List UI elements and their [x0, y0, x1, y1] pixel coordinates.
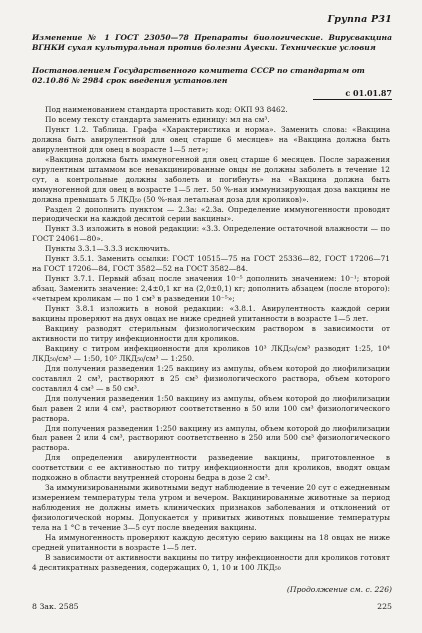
- paragraph: Пункты 3.3.1—3.3.3 исключить.: [45, 244, 171, 254]
- decree-text: Постановлением Государственного комитета СССР по стандартам от 02.10.86 № 2984 срок введения установлен: [32, 66, 365, 86]
- paragraph: Пункт 3.3 изложить в новой редакции: «3.3. Определение остаточной влажности — по ГОСТ 24061—80».: [32, 224, 390, 244]
- effective-date: с 01.01.87: [345, 88, 392, 98]
- paragraph: Пункт 3.7.1. Первый абзац после значения 10⁻⁵ дополнить значением: 10⁻¹; второй абзац. Заменить значение: 2,4±0,1 кг на (2,0±0,1) кг; дополнить абзацем (после второго): «четырем кроликам — по 1 см³ в разведении 10⁻⁵»;: [32, 274, 390, 304]
- paragraph: В зависимости от активности вакцины по титру инфекционности для кроликов готовят 4 десятикратных разведения, содержащих 0, 1, 10 и 100 ЛКД₅₀: [32, 552, 390, 572]
- paragraph: Пункт 3.8.1 изложить в новой редакции: «3.8.1. Авирулентность каждой серии вакцины проверяют на двух овцах не ниже средней упитанности в возрасте 1—5 лет.: [32, 304, 390, 324]
- paragraph: Для определения авирулентности разведение вакцины, приготовленное в соответствии с ее активностью по титру инфекционности для кроликов, вводят овцам подкожно в области внутренней стороны бедра в дозе 2 см³.: [32, 453, 390, 483]
- group-label: Группа Р31: [327, 14, 392, 25]
- document-body: [32, 105, 390, 573]
- paragraph: Для получения разведения 1:25 вакцину из ампулы, объем которой до лиофилизации составлял 2 см³, растворяют в 25 см³ физиологического раствора, объем которого составлял 4 см³ — в 50 см³.: [32, 363, 390, 393]
- paragraph: Для получения разведения 1:250 вакцину из ампулы, объем которой до лиофилизации был равен 2 или 4 см³, растворяют соответственно в 250 или 500 см³ физиологического раствора.: [32, 423, 390, 453]
- amendment-heading: Изменение № 1 ГОСТ 23050—78 Препараты биологические. Вирусвакцина ВГНКИ сухая культуральная против болезни Ауески. Технические условия: [32, 33, 392, 53]
- paragraph: Вакцину разводят стерильным физиологическим раствором в зависимости от активности по титру инфекционности для кроликов.: [32, 323, 390, 343]
- paragraph: Пункт 1.2. Таблица. Графа «Характеристика и норма». Заменить слова: «Вакцина должна быть авирулентной для овец старше 6 месяцев» на «Вакцина должна быть авирулентной для овец в возрасте 1—5 лет»;: [32, 124, 390, 154]
- page-number: 225: [377, 602, 392, 611]
- paragraph: По всему тексту стандарта заменить единицу: мл на см³.: [45, 114, 270, 124]
- paragraph: Под наименованием стандарта проставить код: ОКП 93 8462.: [45, 105, 288, 114]
- paragraph: Раздел 2 дополнить пунктом — 2.3а: «2.3а. Определение иммуногенности проводят периодически на каждой десятой серии вакцины».: [32, 204, 390, 224]
- continuation-note: (Продолжение см. с. 226): [286, 585, 392, 594]
- order-number: 8 Зак. 2585: [32, 602, 79, 611]
- paragraph: Вакцину с титром инфекционности для кроликов 10³ ЛКД₅₀/см³ разводят 1:25, 10⁴ ЛКД₅₀/см³ — 1:50, 10⁵ ЛКД₅₀/см³ — 1:250.: [32, 343, 390, 363]
- paragraph: Для получения разведения 1:50 вакцину из ампулы, объем которой до лиофилизации был равен 2 или 4 см³, растворяют соответственно в 50 или 100 см³ физиологического раствора.: [32, 393, 390, 423]
- paragraph: «Вакцина должна быть иммуногенной для овец старше 6 месяцев. После заражения вирулентным штаммом все невакцинированные овцы не должны заболеть в течение 12 сут, а контрольные должны заболеть и погибнуть» на «Вакцина должна быть иммуногенной для овец в возрасте 1—5 лет. 50 %-ная иммунизирующая доза вакцины не должна превышать 5 ЛКД₅₀ (50 %-ная летальная доза для кроликов)».: [32, 154, 390, 204]
- paragraph: За иммунизированными животными ведут наблюдение в течение 20 сут с ежедневным измерением температуры тела утром и вечером. Вакцинированные животные за период наблюдения не должны иметь клинических признаков заболевания и отклонений от физиологической нормы. Допускается у привитых животных повышение температуры тела на 1 °С в течение 3—5 сут после введения вакцины.: [32, 483, 390, 533]
- divider-line: [313, 99, 392, 100]
- paragraph: Пункт 3.5.1. Заменить ссылки: ГОСТ 10515—75 на ГОСТ 25336—82, ГОСТ 17206—71 на ГОСТ 17206—84, ГОСТ 3582—52 на ГОСТ 3582—84.: [32, 254, 390, 274]
- paragraph: На иммуногенность проверяют каждую десятую серию вакцины на 18 овцах не ниже средней упитанности в возрасте 1—5 лет.: [32, 532, 390, 552]
